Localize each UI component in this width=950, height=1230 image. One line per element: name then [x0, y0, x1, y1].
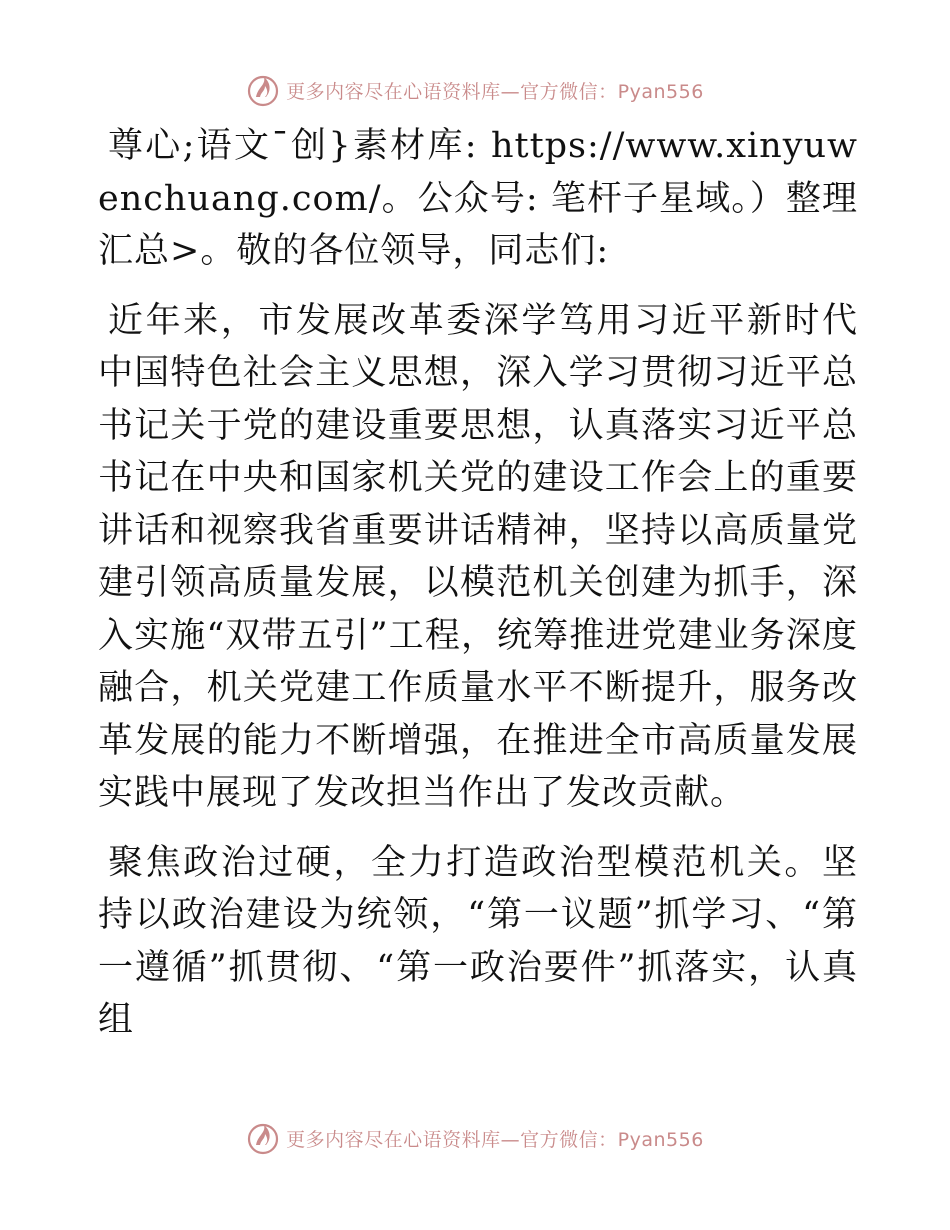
watermark-text: 更多内容尽在心语资料库—官方微信：Pyan556	[286, 1128, 704, 1151]
flame-emblem-icon	[246, 1121, 280, 1155]
flame-emblem-icon	[246, 73, 280, 107]
watermark-text: 更多内容尽在心语资料库—官方微信：Pyan556	[286, 80, 704, 103]
paragraph: 聚焦政治过硬，全力打造政治型模范机关。坚持以政治建设为统领，“第一议题”抓学习、“第一遵循”抓贯彻、“第一政治要件”抓落实，认真组	[98, 842, 858, 1040]
footer-watermark	[0, 1118, 950, 1158]
header-watermark	[0, 70, 950, 110]
document-body	[98, 120, 858, 1064]
paragraph: 尊心;语文¯创}素材库: https://www.xinyuwenchuang.com/。公众号: 笔杆子星域。）整理汇总>。敬的各位领导，同志们:	[98, 126, 858, 271]
paragraph: 近年来，市发展改革委深学笃用习近平新时代中国特色社会主义思想，深入学习贯彻习近平总书记关于党的建设重要思想，认真落实习近平总书记在中央和国家机关党的建设工作会上的重要讲话和视察我省重要讲话精神，坚持以高质量党建引领高质量发展，以模范机关创建为抓手，深入实施“双带五引”工程，统筹推进党建业务深度融合，机关党建工作质量水平不断提升，服务改革发展的能力不断增强，在推进全市高质量发展实践中展现了发改担当作出了发改贡献。	[98, 300, 858, 813]
